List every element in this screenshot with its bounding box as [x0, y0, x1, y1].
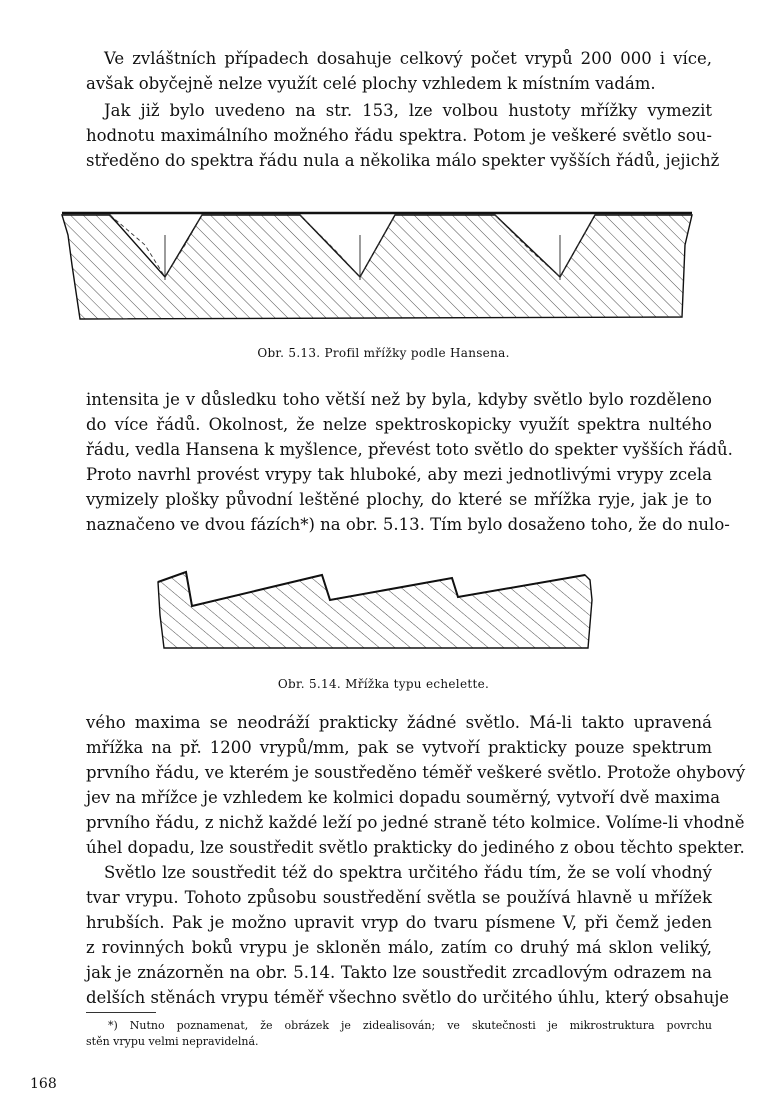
text-line: Ve zvláštních případech dosahuje celkový počet vrypů 200 000 i více, [104, 49, 712, 68]
text-line: úhel dopadu, lze soustředit světlo prakticky do jediného z obou těchto spekter. [86, 838, 745, 857]
text-line: z rovinných boků vrypu je skloněn málo, zatím co druhý má sklon veliký, [86, 938, 712, 957]
paragraph-4 [86, 710, 746, 860]
paragraph-2 [86, 98, 720, 173]
text-line: prvního řádu, ve kterém je soustředěno téměř veškeré světlo. Protože ohybový [86, 763, 746, 782]
text-line: mřížka na př. 1200 vrypů/mm, pak se vytvoří prakticky pouze spektrum [86, 738, 712, 757]
text-line: Proto navrhl provést vrypy tak hluboké, aby mezi jednotlivými vrypy zcela [86, 465, 712, 484]
text-line: středěno do spektra řádu nula a několika málo spekter vyšších řádů, jejichž [86, 151, 720, 170]
text-line: vymizely plošky původní leštěné plochy, do které se mřížka ryje, jak je to [86, 490, 712, 509]
figure-5-14-echelette-grating [150, 560, 620, 665]
text-line: do více řádů. Okolnost, že nelze spektroskopicky využít spektra nultého [86, 415, 712, 434]
text-line: intensita je v důsledku toho větší než by byla, kdyby světlo bylo rozděleno [86, 390, 712, 409]
text-line: avšak obyčejně nelze využít celé plochy vzhledem k místním vadám. [86, 74, 656, 93]
text-line: jev na mřížce je vzhledem ke kolmici dopadu souměrný, vytvoří dvě maxima [86, 788, 721, 807]
text-line: Jak již bylo uvedeno na str. 153, lze volbou hustoty mřížky vymezit [104, 101, 712, 120]
text-line: vého maxima se neodráží prakticky žádné světlo. Má-li takto upravená [86, 713, 712, 732]
text-line: hodnotu maximálního možného řádu spektra. Potom je veškeré světlo sou- [86, 126, 712, 145]
text-line: řádu, vedla Hansena k myšlence, převést toto světlo do spekter vyšších řádů. [86, 440, 733, 459]
footnote-line: stěn vrypu velmi nepravidelná. [86, 1035, 259, 1048]
text-line: naznačeno ve dvou fázích*) na obr. 5.13. Tím bylo dosaženo toho, že do nulo- [86, 515, 730, 534]
grating-body [62, 215, 692, 319]
paragraph-1 [86, 46, 712, 96]
footnote-rule [86, 1012, 156, 1013]
text-line: prvního řádu, z nichž každé leží po jedné straně této kolmice. Volíme-li vhodně [86, 813, 745, 832]
footnote [86, 1018, 712, 1050]
figure-5-13-grating-profile [60, 205, 700, 330]
echelette-body [158, 572, 592, 648]
footnote-line: *) Nutno poznamenat, že obrázek je zidealisován; ve skutečnosti je mikrostruktura povrchu [108, 1019, 712, 1032]
figure-5-14-caption: Obr. 5.14. Mřížka typu echelette. [277, 677, 490, 691]
text-line: hrubších. Pak je možno upravit vryp do tvaru písmene V, při čemž jeden [86, 913, 712, 932]
text-line: Světlo lze soustředit též do spektra určitého řádu tím, že se volí vhodný [104, 863, 712, 882]
figure-5-13-caption: Obr. 5.13. Profil mřížky podle Hansena. [257, 346, 510, 360]
text-line: jak je znázorněn na obr. 5.14. Takto lze soustředit zrcadlovým odrazem na [86, 963, 712, 982]
text-line: delších stěnách vrypu téměř všechno světlo do určitého úhlu, který obsahuje [86, 988, 730, 1007]
text-line: tvar vrypu. Tohoto způsobu soustředění světla se používá hlavně u mřížek [86, 888, 712, 907]
page-number: 168 [30, 1076, 57, 1092]
paragraph-3 [86, 387, 733, 537]
paragraph-5 [86, 860, 730, 1010]
